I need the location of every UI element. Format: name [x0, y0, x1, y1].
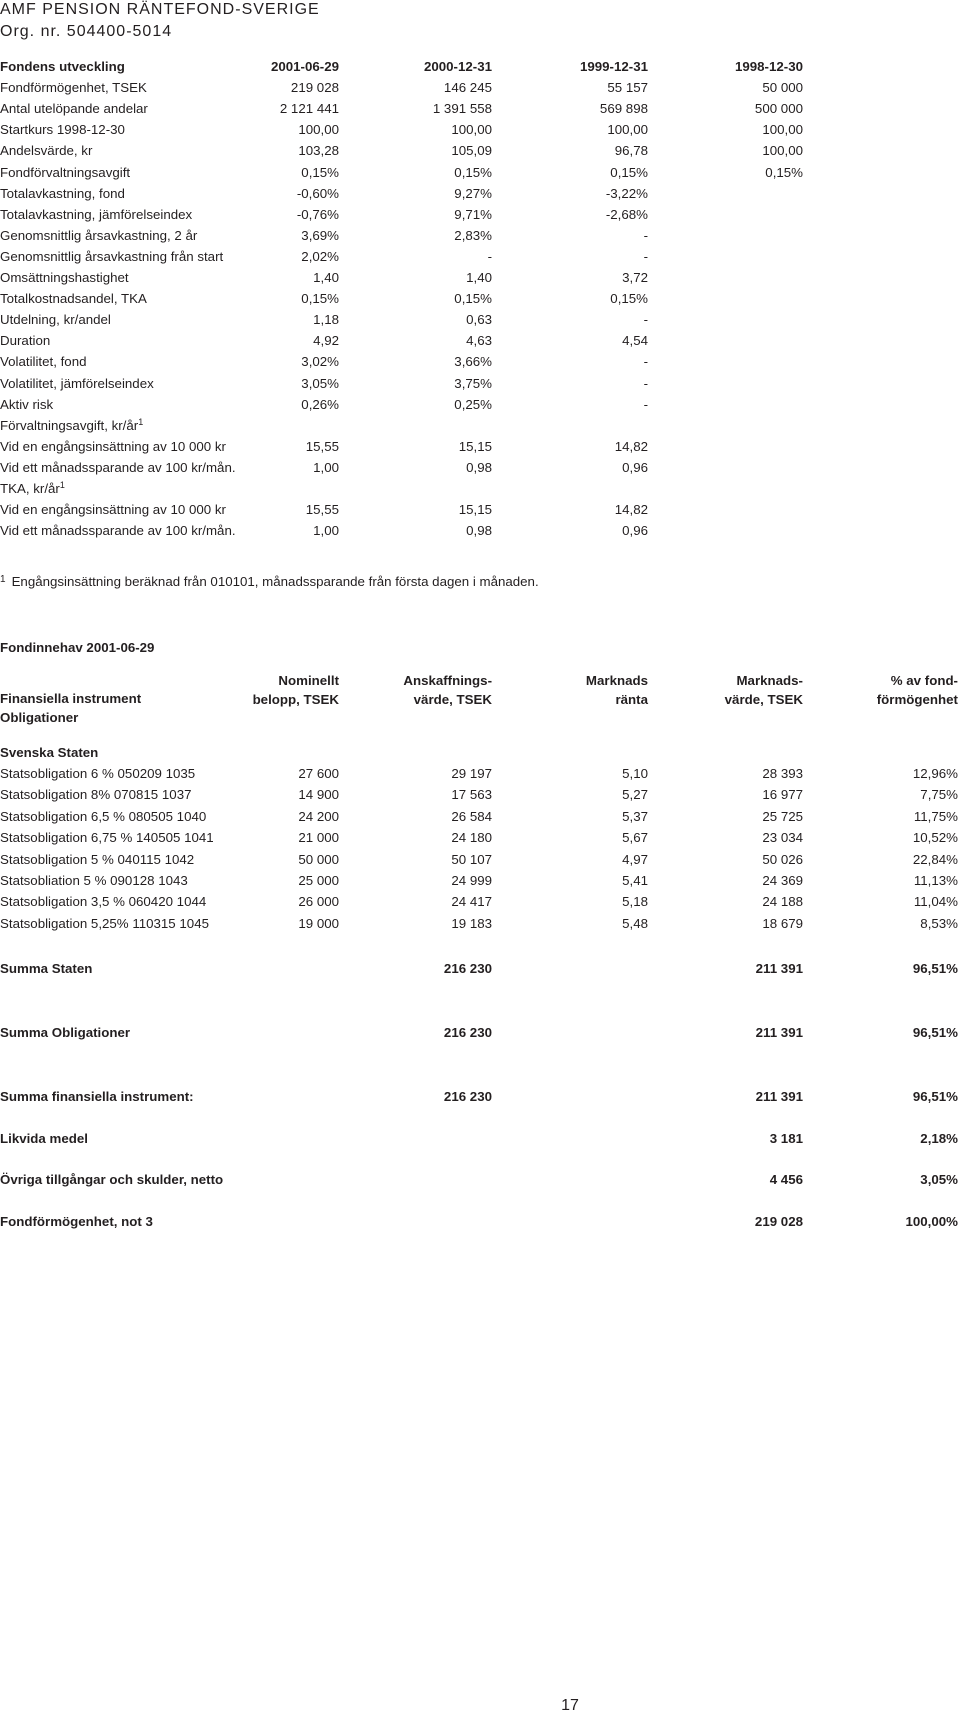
holdings-row-cell: 11,75% — [913, 808, 958, 824]
fund-dev-cell: 1,40 — [313, 270, 339, 285]
fund-dev-cell: 15,15 — [458, 438, 492, 454]
fund-dev-row-label — [0, 481, 65, 496]
fund-dev-cell: 0,98 — [466, 459, 492, 475]
fund-dev-row-label — [0, 122, 125, 137]
fund-dev-row-label — [0, 397, 53, 412]
holdings-sum-row-label: Övriga tillgångar och skulder, netto — [0, 1172, 224, 1187]
fund-dev-col-header: 1999-12-31 — [579, 59, 648, 74]
fund-dev-row-label-text: Vid en engångsinsättning av 10 000 kr — [0, 502, 226, 518]
holdings-row-cell: 24 180 — [451, 830, 492, 846]
fund-dev-cell: 3,02% — [301, 354, 339, 370]
fund-dev-cell: 0,26% — [301, 396, 339, 412]
fund-dev-cell: 9,27% — [454, 185, 492, 201]
holdings-col-header-line1: Nominellt — [278, 673, 339, 688]
holdings-row-cell: 11,04% — [913, 894, 958, 910]
holdings-row-label: Statsobligation 5,25% 110315 1045 — [0, 915, 209, 931]
holdings-row-cell: 5,27 — [622, 787, 648, 803]
fund-dev-cell: -0,60% — [296, 185, 339, 201]
page-number: 17 — [561, 1697, 579, 1714]
fund-dev-cell: 100,00 — [607, 122, 648, 138]
footnote — [0, 574, 539, 589]
fund-dev-cell: 0,15% — [301, 291, 339, 307]
fund-dev-cell: 1,00 — [313, 459, 339, 475]
holdings-row-cell: 5,67 — [622, 830, 648, 846]
holdings-row-cell: 19 000 — [298, 915, 339, 931]
fund-dev-cell: 219 028 — [290, 80, 339, 96]
holdings-row-cell: 23 034 — [762, 830, 803, 846]
holdings-title: Fondinnehav 2001-06-29 — [0, 640, 155, 655]
fund-dev-row-label — [0, 165, 130, 180]
fund-dev-cell: 2,02% — [301, 248, 339, 264]
fund-dev-cell: - — [643, 396, 648, 412]
holdings-sum-row-cell: 211 391 — [755, 961, 803, 976]
fund-dev-cell: 50 000 — [762, 80, 803, 96]
fund-dev-cell: 100,00 — [298, 122, 339, 138]
holdings-row-cell: 50 107 — [451, 851, 492, 867]
holdings-row-cell: 24 200 — [298, 808, 339, 824]
holdings-row-cell: 5,37 — [622, 808, 648, 824]
fund-dev-row-label — [0, 228, 197, 243]
fund-dev-row-label-text: Antal utelöpande andelar — [0, 101, 148, 117]
fund-dev-row-label-text: Utdelning, kr/andel — [0, 312, 111, 328]
fund-dev-row-label-text: Fondförvaltningsavgift — [0, 164, 131, 180]
holdings-row-cell: 27 600 — [298, 766, 339, 781]
footnote-text: Engångsinsättning beräknad från 010101, månadssparande från första dagen i månaden. — [11, 574, 539, 589]
holdings-row-cell: 5,10 — [622, 766, 648, 781]
fund-dev-row-label — [0, 186, 125, 201]
fund-dev-row-label-text: TKA, kr/år — [0, 481, 60, 496]
holdings-row-cell: 28 393 — [762, 766, 803, 781]
holdings-col-header-line2: ränta — [615, 692, 648, 707]
holdings-sum-row-cell: 96,51% — [912, 961, 958, 976]
holdings-row-label: Statsobligation 3,5 % 060420 1044 — [0, 894, 207, 910]
fund-dev-row-label-text: Vid ett månadssparande av 100 kr/mån. — [0, 459, 236, 475]
fund-dev-cell: 2 121 441 — [279, 101, 339, 117]
holdings-row-cell: 25 000 — [298, 873, 339, 888]
fund-dev-cell: 0,15% — [454, 164, 492, 180]
holdings-col-header-line2: förmögenhet — [876, 692, 958, 707]
holdings-row-cell: 4,97 — [622, 851, 648, 867]
holdings-sum-row-cell: 216 230 — [443, 961, 492, 976]
footnote-ref: 1 — [59, 480, 65, 490]
fund-dev-row-label — [0, 80, 147, 95]
fund-dev-cell: -0,76% — [296, 206, 339, 222]
fund-dev-cell: 4,54 — [622, 333, 648, 349]
holdings-col-header-line2: värde, TSEK — [724, 692, 803, 707]
holdings-sum-row-cell: 211 391 — [755, 1089, 803, 1104]
fund-dev-row-label — [0, 333, 50, 348]
fund-dev-row-label — [0, 376, 154, 391]
holdings-group-label-text: Svenska Staten — [0, 745, 99, 760]
fund-dev-row-label-text: Totalavkastning, jämförelseindex — [0, 206, 193, 222]
fund-dev-cell: 0,15% — [610, 164, 648, 180]
fund-dev-row-label-text: Genomsnittlig årsavkastning från start — [0, 248, 224, 264]
fund-dev-cell: - — [643, 354, 648, 370]
fund-dev-cell: 3,69% — [301, 227, 339, 243]
holdings-row-cell: 14 900 — [298, 787, 339, 803]
fund-dev-row-label — [0, 291, 147, 306]
fund-dev-cell: 100,00 — [451, 122, 492, 138]
fund-dev-row-label-text: Totalkostnadsandel, TKA — [0, 291, 147, 307]
fund-dev-cell: 100,00 — [762, 143, 803, 159]
fund-dev-row-label-text: Omsättningshastighet — [0, 270, 129, 285]
fund-dev-cell: 0,63 — [466, 312, 492, 328]
holdings-row-cell: 24 417 — [451, 894, 492, 910]
holdings-row-cell: 12,96% — [912, 766, 958, 781]
fund-dev-col-header: 1998-12-30 — [734, 59, 803, 74]
holdings-row-cell: 29 197 — [451, 766, 492, 781]
fund-dev-cell: - — [643, 227, 648, 243]
holdings-row-cell: 5,41 — [622, 873, 648, 888]
fund-dev-cell: 4,92 — [313, 333, 339, 349]
fund-dev-cell: 1,00 — [313, 523, 339, 539]
holdings-head-label-text: Finansiella instrument — [0, 691, 142, 706]
holdings-row-cell: 25 725 — [762, 808, 803, 824]
fund-dev-cell: 1,40 — [466, 270, 492, 285]
fund-dev-cell: - — [643, 248, 648, 264]
holdings-sum-row-cell: 211 391 — [755, 1025, 803, 1040]
fund-dev-row-label-text: Genomsnittlig årsavkastning, 2 år — [0, 227, 198, 243]
fund-dev-cell: 14,82 — [614, 502, 648, 518]
holdings-sum-row-cell: 4 456 — [769, 1172, 803, 1187]
fund-dev-row-label-text: Andelsvärde, kr — [0, 143, 93, 159]
holdings-row-cell: 21 000 — [298, 830, 339, 846]
holdings-row-cell: 16 977 — [762, 787, 803, 803]
fund-dev-cell: 569 898 — [599, 101, 648, 117]
holdings-col-header-line1: Marknads — [585, 673, 648, 688]
fund-dev-cell: 15,15 — [458, 502, 492, 518]
holdings-col-header-line1: Anskaffnings- — [403, 673, 492, 688]
holdings-sum-row-label: Summa finansiella instrument: — [0, 1089, 194, 1104]
fund-dev-cell: 15,55 — [305, 502, 339, 518]
fund-dev-cell: 96,78 — [614, 143, 648, 159]
fund-dev-cell: -3,22% — [605, 185, 648, 201]
fund-dev-row-label — [0, 207, 192, 222]
holdings-sum-row-cell: 2,18% — [920, 1131, 958, 1146]
holdings-sum-row-cell: 216 230 — [443, 1089, 492, 1104]
fund-dev-cell: 55 157 — [607, 80, 648, 96]
fund-dev-cell: 1 391 558 — [432, 101, 492, 117]
holdings-row-cell: 17 563 — [451, 787, 492, 803]
fund-dev-cell: 9,71% — [454, 206, 492, 222]
holdings-sum-row-cell: 96,51% — [912, 1089, 958, 1104]
fund-dev-cell: 103,28 — [298, 143, 339, 159]
fund-dev-row-label — [0, 354, 87, 369]
fund-dev-cell: 3,75% — [454, 375, 492, 391]
fund-dev-cell: 15,55 — [305, 438, 339, 454]
fund-dev-cell: 0,15% — [765, 164, 803, 180]
holdings-row-cell: 24 369 — [762, 873, 803, 888]
holdings-row-cell: 24 188 — [762, 894, 803, 910]
holdings-row-cell: 50 026 — [762, 851, 803, 867]
holdings-col-header-line1: % av fond- — [890, 673, 958, 688]
holdings-sum-row-label: Likvida medel — [0, 1131, 88, 1146]
fund-dev-cell: 0,96 — [622, 459, 648, 475]
fund-dev-row-label-text: Förvaltningsavgift, kr/år — [0, 417, 139, 433]
holdings-sum-row-label: Fondförmögenhet, not 3 — [0, 1214, 153, 1229]
fund-dev-col-header: 2000-12-31 — [423, 59, 492, 74]
holdings-row-cell: 22,84% — [912, 851, 958, 867]
holdings-row-label: Statsobliation 5 % 090128 1043 — [0, 873, 188, 888]
holdings-sum-row-cell: 216 230 — [443, 1025, 492, 1040]
holdings-row-label: Statsobligation 6 % 050209 1035 — [0, 766, 196, 781]
holdings-row-label: Statsobligation 6,5 % 080505 1040 — [0, 808, 207, 824]
holdings-row-cell: 10,52% — [912, 830, 958, 846]
fund-dev-row-label — [0, 312, 111, 327]
footnote-mark: 1 — [0, 574, 6, 585]
holdings-col-header-line2: värde, TSEK — [413, 692, 492, 707]
fund-dev-row-label-text: Fondförmögenhet, TSEK — [0, 80, 147, 96]
fund-dev-row-label — [0, 418, 143, 433]
holdings-row-cell: 5,18 — [622, 894, 648, 910]
fund-dev-row-label — [0, 270, 129, 285]
fund-dev-cell: 500 000 — [754, 101, 803, 117]
fund-dev-cell: 105,09 — [451, 143, 492, 159]
holdings-row-cell: 11,13% — [913, 873, 958, 888]
fund-dev-cell: 3,05% — [301, 375, 339, 391]
holdings-row-cell: 24 999 — [451, 873, 492, 888]
holdings-col-header-line2: belopp, TSEK — [252, 692, 339, 707]
fund-dev-cell: 3,72 — [622, 270, 648, 285]
holdings-sum-row-cell: 3,05% — [920, 1172, 958, 1187]
holdings-row-label: Statsobligation 6,75 % 140505 1041 — [0, 830, 214, 846]
fund-dev-row-label-text: Volatilitet, jämförelseindex — [0, 375, 154, 391]
holdings-sum-row-label: Summa Staten — [0, 961, 93, 976]
holdings-sum-row-cell: 219 028 — [754, 1214, 803, 1229]
fund-dev-row-label — [0, 143, 92, 158]
holdings-row-cell: 26 000 — [298, 894, 339, 910]
holdings-row-cell: 8,53% — [920, 915, 958, 931]
fund-dev-cell: 1,18 — [313, 312, 339, 328]
fund-dev-row-label — [0, 101, 148, 116]
holdings-row-cell: 18 679 — [762, 915, 803, 931]
fund-dev-col-header: 2001-06-29 — [270, 59, 339, 74]
holdings-row-cell: 19 183 — [451, 915, 492, 931]
fund-dev-cell: 4,63 — [466, 333, 492, 349]
fund-dev-row-label-text: Vid ett månadssparande av 100 kr/mån. — [0, 523, 236, 539]
fund-dev-cell: 0,15% — [610, 291, 648, 307]
fund-dev-row-label-text: Volatilitet, fond — [0, 354, 87, 370]
fund-dev-cell: 0,15% — [454, 291, 492, 307]
page-header-org: Org. nr. 504400-5014 — [0, 23, 173, 40]
fund-dev-row-label-text: Aktiv risk — [0, 396, 54, 412]
fund-dev-title: Fondens utveckling — [0, 59, 125, 74]
fund-dev-row-label-text: Vid en engångsinsättning av 10 000 kr — [0, 438, 226, 454]
fund-dev-cell: 2,83% — [454, 227, 492, 243]
fund-dev-cell: 0,96 — [622, 523, 648, 539]
holdings-row-cell: 26 584 — [451, 808, 492, 824]
fund-dev-cell: 146 245 — [443, 80, 492, 96]
holdings-subhead-bonds-text: Obligationer — [0, 710, 79, 725]
fund-dev-cell: 0,25% — [454, 396, 492, 412]
fund-dev-row-label-text: Totalavkastning, fond — [0, 185, 125, 201]
footnote-ref: 1 — [138, 416, 144, 427]
holdings-sum-row-cell: 3 181 — [769, 1131, 803, 1146]
fund-dev-cell: - — [487, 248, 492, 264]
fund-dev-cell: -2,68% — [605, 206, 648, 222]
fund-dev-row-label-text: Startkurs 1998-12-30 — [0, 122, 125, 138]
fund-dev-cell: 3,66% — [454, 354, 492, 370]
fund-dev-cell: 0,15% — [301, 164, 339, 180]
holdings-sum-row-cell: 96,51% — [912, 1025, 958, 1040]
holdings-sum-row-label: Summa Obligationer — [0, 1025, 131, 1040]
holdings-sum-row-cell: 100,00% — [905, 1214, 958, 1229]
holdings-row-cell: 7,75% — [920, 787, 958, 803]
holdings-col-header-line1: Marknads- — [736, 673, 803, 688]
holdings-row-cell: 50 000 — [298, 851, 339, 867]
page-header-title: AMF PENSION RÄNTEFOND-SVERIGE — [0, 1, 320, 18]
fund-dev-cell: 14,82 — [614, 438, 648, 454]
holdings-row-label: Statsobligation 5 % 040115 1042 — [0, 851, 195, 867]
holdings-row-cell: 5,48 — [622, 915, 648, 931]
fund-dev-cell: - — [643, 312, 648, 328]
holdings-row-label: Statsobligation 8% 070815 1037 — [0, 787, 192, 803]
fund-dev-cell: 0,98 — [466, 523, 492, 539]
fund-dev-cell: - — [643, 375, 648, 391]
fund-dev-cell: 100,00 — [762, 122, 803, 138]
fund-dev-row-label-text: Duration — [0, 333, 51, 349]
